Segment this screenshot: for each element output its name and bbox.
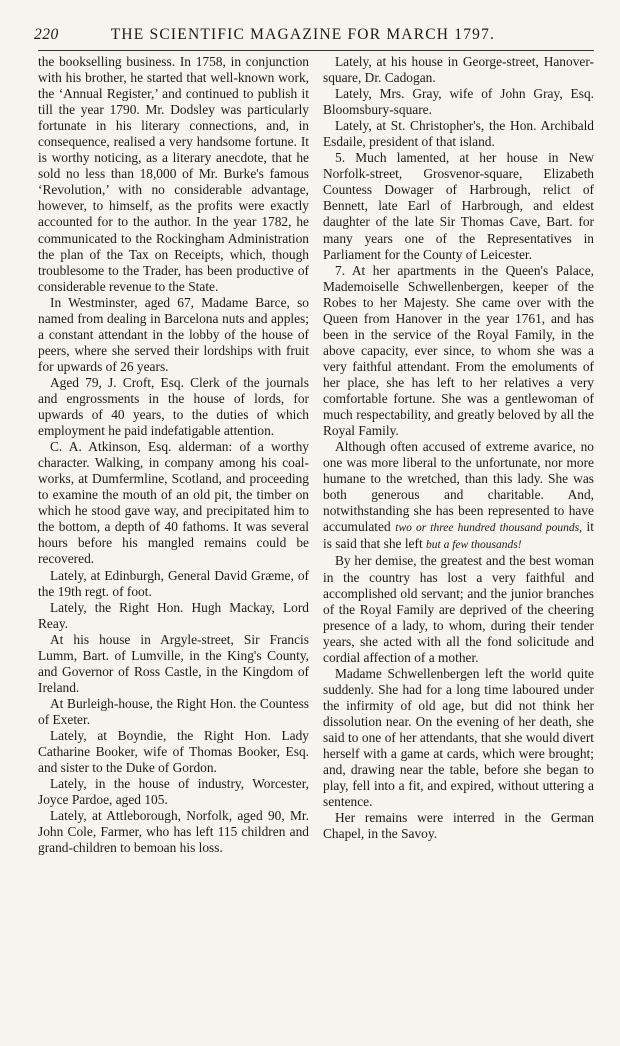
page-number: 220 <box>34 26 59 43</box>
running-header <box>28 26 594 44</box>
obituary-entry: Aged 79, J. Croft, Esq. Clerk of the journals and engrossments in the house of lords, for upwards of 40 years, to the duties of which employment he paid indefatigable attention. <box>38 374 309 439</box>
obituary-entry: 5. Much lamented, at her house in New Norfolk-street, Grosvenor-square, Elizabeth Countess Dowager of Harbrough, relict of Bennett, late Earl of Harbrough, and eldest daughter of the late Sir Thomas Cave, Bart. for many years one of the Representatives in Parliament for the County of Leicester. <box>323 150 594 262</box>
left-column <box>38 54 309 856</box>
obituary-entry: Lately, at St. Christopher's, the Hon. Archibald Esdaile, president of that island. <box>323 118 594 150</box>
obituary-entry: Lately, Mrs. Gray, wife of John Gray, Esq. Bloomsbury-square. <box>323 86 594 118</box>
paragraph: Her remains were interred in the German Chapel, in the Savoy. <box>323 810 594 842</box>
paragraph <box>323 439 594 553</box>
obituary-entry: Lately, at Edinburgh, General David Græme, of the 19th regt. of foot. <box>38 567 309 599</box>
obituary-entry: Lately, in the house of industry, Worcester, Joyce Pardoe, aged 105. <box>38 776 309 808</box>
paragraph: Madame Schwellenbergen left the world quite suddenly. She had for a long time laboured under the infirmity of old age, but did not think her dissolution near. On the evening of her death, she said to one of her attendants, that she would divert herself with a game at cards, which were brought; and, drawing near the table, before she began to play, fell into a fit, and expired, without uttering a sentence. <box>323 665 594 810</box>
running-title: THE SCIENTIFIC MAGAZINE FOR MARCH 1797. <box>110 26 496 43</box>
obituary-entry: At his house in Argyle-street, Sir Francis Lumm, Bart. of Lumville, in the King's County, and Governor of Ross Castle, in the Kingdom of Ireland. <box>38 631 309 695</box>
obituary-entry: Lately, at Attleborough, Norfolk, aged 90, Mr. John Cole, Farmer, who has left 115 children and grand-children to bemoan his loss. <box>38 808 309 856</box>
obituary-entry: In Westminster, aged 67, Madame Barce, so named from dealing in Barcelona nuts and apples; a constant attendant in the lobby of the house of peers, where she served their lordships with fruit for upwards of 26 years. <box>38 294 309 374</box>
paragraph: By her demise, the greatest and the best woman in the country has lost a very faithful and accomplished old servant; and the junior branches of the Royal Family are deprived of the cheering presence of a lady, to whom, during their tender years, she acted with all the fond solicitude and cordial affection of a mother. <box>323 553 594 665</box>
text-columns <box>28 54 594 856</box>
obituary-entry: Lately, at his house in George-street, Hanover-square, Dr. Cadogan. <box>323 54 594 86</box>
obituary-entry: C. A. Atkinson, Esq. alderman: of a worthy character. Walking, in company among his coal-works, at Dumfermline, Scotland, and proceeding to examine the mouth of an old pit, the timber on which he stood gave way, and precipitated him to the bottom, a depth of 40 fathoms. It was several hours before his mangled remains could be recovered. <box>38 439 309 567</box>
obituary-entry: Lately, at Boyndie, the Right Hon. Lady Catharine Booker, wife of Thomas Booker, Esq. and sister to the Duke of Gordon. <box>38 727 309 776</box>
text-run: Although often accused of extreme avarice, no one was more liberal to the unfortunate, nor more humane to the wretched, than this lady. She was both generous and charitable. And, notwithstanding she has been represented to have accumulated <box>323 439 594 535</box>
italic-text: two or three hundred thousand pounds, <box>395 522 582 535</box>
obituary-entry: Lately, the Right Hon. Hugh Mackay, Lord Reay. <box>38 599 309 631</box>
right-column <box>323 54 594 856</box>
obituary-entry: At Burleigh-house, the Right Hon. the Countess of Exeter. <box>38 695 309 727</box>
text-run: it is said that she left <box>323 519 595 552</box>
paragraph: the bookselling business. In 1758, in conjunction with his brother, he started that well-known work, the ‘Annual Register,’ and continued to publish it till the year 1790. Mr. Dodsley was particularly fortunate in his literary connections, and, in consequence, realised a very handsome fortune. It is worthy noticing, as a literary anecdote, that he sold no less than 18,000 of Mr. Burke's famous ‘Revolution,’ with no considerable advantage, however, to himself, as the profits were exactly accounted for to the author. In the year 1782, he communicated to the Rockingham Administration the plan of the Tax on Receipts, which, though troublesome to the Trader, has been productive of considerable revenue to the State. <box>38 54 309 294</box>
italic-text: but a few thousands! <box>426 539 522 552</box>
header-rule <box>38 50 594 51</box>
obituary-entry: 7. At her apartments in the Queen's Palace, Mademoiselle Schwellenbergen, keeper of the Robes to her Majesty. She came over with the Queen from Hanover in the year 1761, and has been in the service of the Royal Family, in the above capacity, ever since, to whom she was a very faithful attendant. From the emoluments of her place, she has left to her relatives a very comfortable fortune. She was a gentlewoman of much respectability, and greatly beloved by all the Royal Family. <box>323 262 594 439</box>
